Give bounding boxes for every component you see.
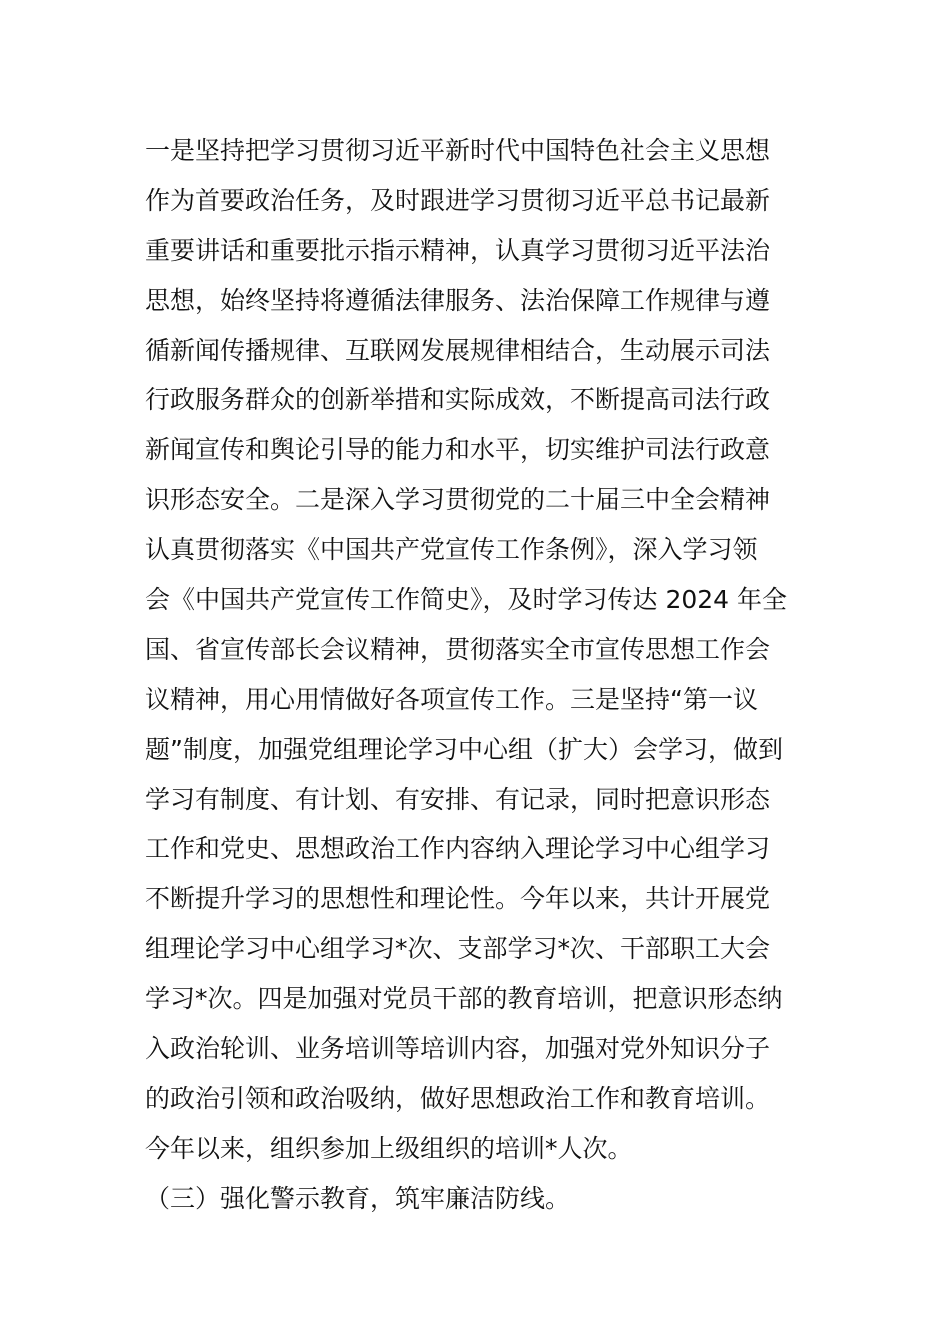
text-line: 学习*次。四是加强对党员干部的教育培训，把意识形态纳 (145, 984, 783, 1014)
body-text (145, 126, 815, 1224)
text-line: 会《中国共产党宣传工作简史》，及时学习传达 2024 年全 (145, 585, 788, 615)
section-heading: （三）强化警示教育，筑牢廉洁防线。 (145, 1183, 571, 1213)
text-line: 作为首要政治任务，及时跟进学习贯彻习近平总书记最新 (145, 185, 771, 215)
text-line: 题”制度，加强党组理论学习中心组（扩大）会学习，做到 (145, 734, 783, 764)
text-line: 认真贯彻落实《中国共产党宣传工作条例》，深入学习领 (145, 535, 758, 565)
text-line: 思想，始终坚持将遵循法律服务、法治保障工作规律与遵 (145, 285, 771, 315)
text-line: 入政治轮训、业务培训等培训内容，加强对党外知识分子 (145, 1034, 771, 1064)
text-line: 学习有制度、有计划、有安排、有记录，同时把意识形态 (145, 784, 771, 814)
text-line: 行政服务群众的创新举措和实际成效，不断提高司法行政 (145, 385, 771, 415)
text-line: 识形态安全。二是深入学习贯彻党的二十届三中全会精神 (145, 485, 771, 515)
text-line: 议精神，用心用情做好各项宣传工作。三是坚持“第一议 (145, 684, 758, 714)
text-line: 今年以来，组织参加上级组织的培训*人次。 (145, 1133, 633, 1163)
text-line: 循新闻传播规律、互联网发展规律相结合，生动展示司法 (145, 335, 771, 365)
text-line: 一是坚持把学习贯彻习近平新时代中国特色社会主义思想 (145, 136, 771, 165)
text-line: 国、省宣传部长会议精神，贯彻落实全市宣传思想工作会 (145, 634, 771, 664)
text-line: 不断提升学习的思想性和理论性。今年以来，共计开展党 (145, 884, 771, 914)
text-line: 新闻宣传和舆论引导的能力和水平，切实维护司法行政意 (145, 435, 771, 465)
text-line: 的政治引领和政治吸纳，做好思想政治工作和教育培训。 (145, 1083, 771, 1113)
text-line: 重要讲话和重要批示指示精神，认真学习贯彻习近平法治 (145, 235, 771, 265)
text-line: 工作和党史、思想政治工作内容纳入理论学习中心组学习 (145, 834, 771, 864)
text-line: 组理论学习中心组学习*次、支部学习*次、干部职工大会 (145, 934, 771, 964)
